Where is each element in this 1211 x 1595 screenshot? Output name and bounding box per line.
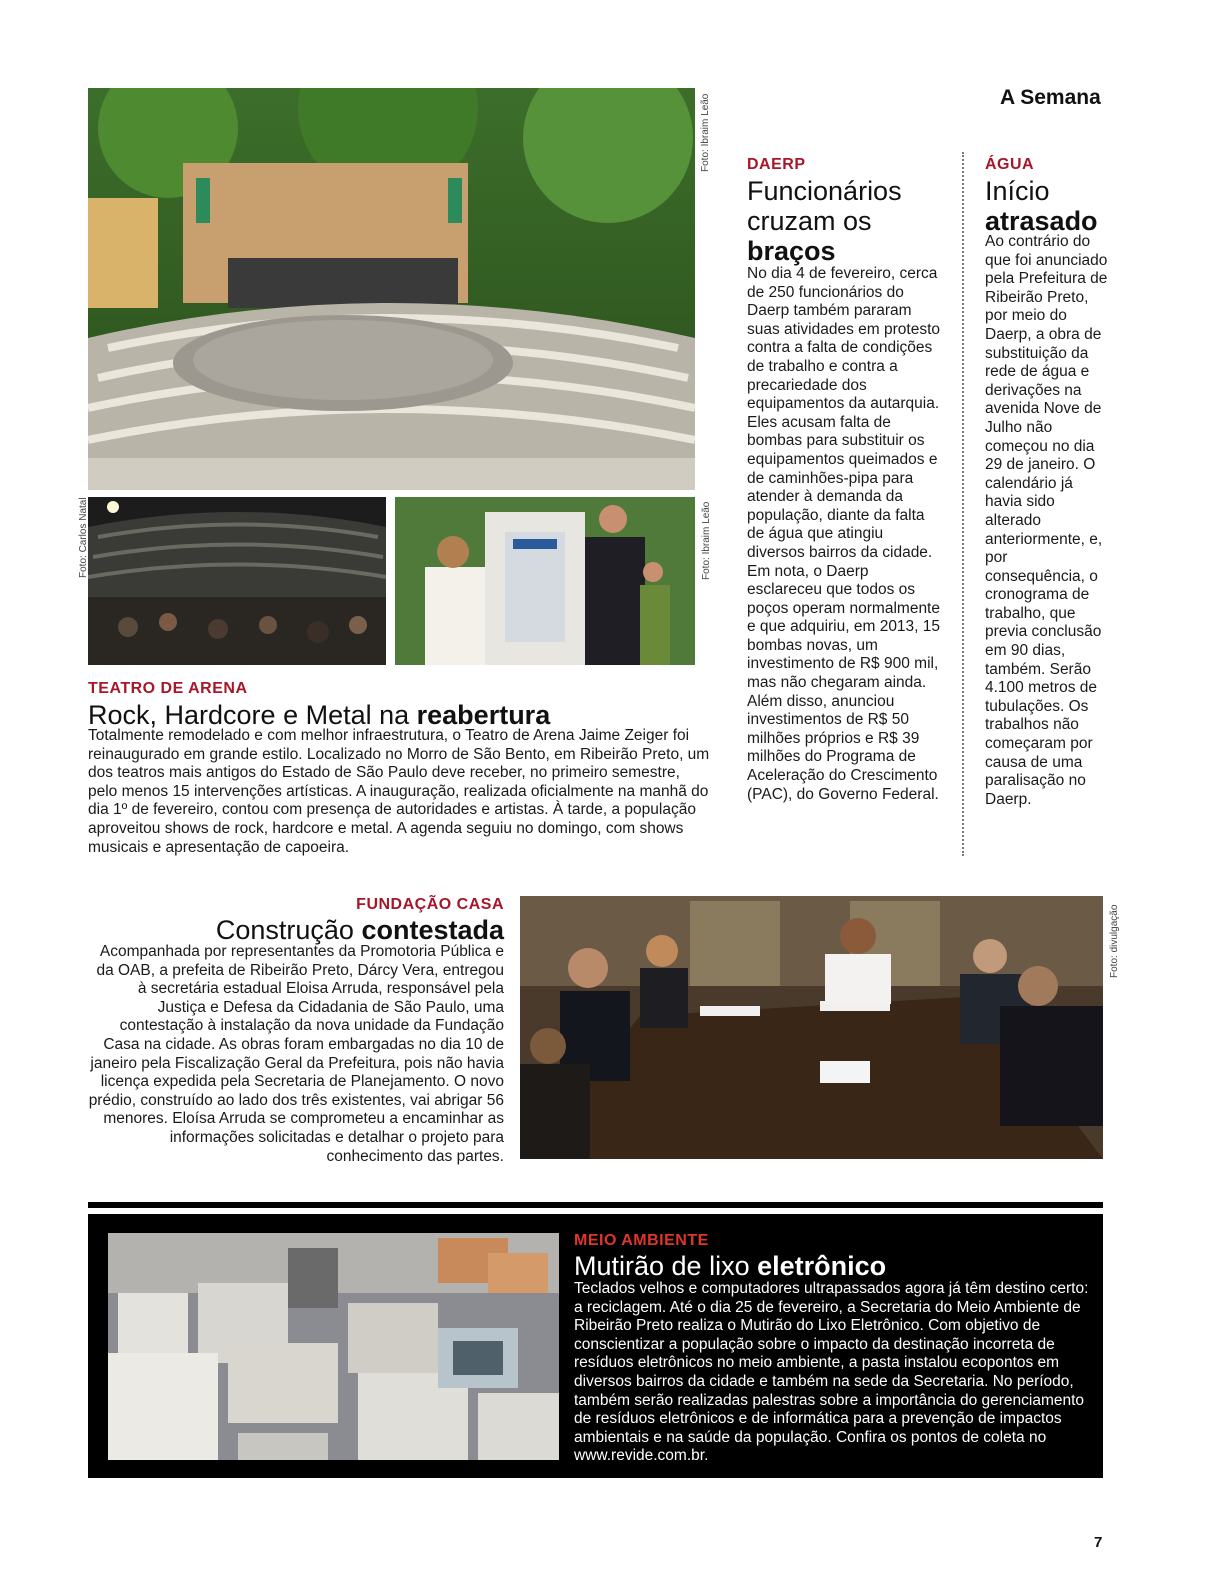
meeting-photo	[520, 896, 1103, 1159]
arena-plaque-photo	[395, 497, 695, 665]
arena-stage-photo	[88, 88, 695, 490]
photo-credit-plaque: Foto: Ibraim Leão	[701, 501, 712, 580]
teatro-headline-bold: reabertura	[416, 700, 551, 730]
teatro-headline	[88, 700, 708, 730]
meio-ambiente-headline	[574, 1251, 1094, 1281]
daerp-body: No dia 4 de fevereiro, cerca de 250 funcionários do Daerp também pararam suas atividades em protesto contra a falta de condições de trabalho e contra a precariedade dos equipamentos da autarquia. Eles acusam falta de bombas para substituir os equipamentos queimados e de caminhões-pipa para atender à demanda da população, diante da falta de água que atingiu diversos bairros da cidade. Em nota, o Daerp esclareceu que todos os poços operam normalmente e que adquiriu, em 2013, 15 bombas novas, um investimento de R$ 900 mil, mas não chegaram ainda. Além disso, anunciou investimentos de R$ 50 milhões próprios e R$ 39 milhões do Programa de Aceleração do Crescimento (PAC), do Governo Federal.	[747, 265, 941, 803]
agua-headline-bold: atrasado	[985, 206, 1098, 236]
teatro-kicker: TEATRO DE ARENA	[88, 680, 248, 697]
section-title: A Semana	[1000, 86, 1101, 109]
meio-ambiente-headline-regular: Mutirão de lixo	[574, 1251, 758, 1281]
agua-headline-line1: Início	[985, 176, 1050, 206]
fundacao-headline	[88, 915, 504, 945]
electronic-waste-photo	[108, 1233, 559, 1460]
daerp-kicker: DAERP	[747, 156, 806, 173]
daerp-headline-bold: braços	[747, 236, 836, 266]
fundacao-kicker: FUNDAÇÃO CASA	[356, 896, 504, 913]
daerp-headline	[747, 176, 947, 266]
fundacao-headline-regular: Construção	[215, 915, 362, 945]
daerp-headline-line1: Funcionários	[747, 176, 902, 206]
photo-credit-main: Foto: Ibraim Leão	[700, 93, 711, 172]
teatro-body: Totalmente remodelado e com melhor infraestrutura, o Teatro de Arena Jaime Zeiger foi reinaugurado em grande estilo. Localizado no Morro de São Bento, em Ribeirão Preto, um dos teatros mais antigos do Estado de São Paulo deve receber, no primeiro semestre, pelo menos 15 intervenções artísticas. A inauguração, realizada oficialmente na manhã do dia 1º de fevereiro, contou com presença de autoridades e artistas. À tarde, a população aproveitou shows de rock, hardcore e metal. A agenda seguiu no domingo, com shows musicais e apresentação de capoeira.	[88, 727, 710, 856]
black-rule	[88, 1202, 1103, 1208]
daerp-headline-line2: cruzam os	[747, 206, 872, 236]
photo-credit-crowd: Foto: Carlos Natal	[78, 497, 89, 578]
meio-ambiente-kicker: MEIO AMBIENTE	[574, 1232, 709, 1249]
meio-ambiente-body: Teclados velhos e computadores ultrapassados agora já têm destino certo: a reciclagem. Até o dia 25 de fevereiro, a Secretaria do Meio Ambiente de Ribeirão Preto realiza o Mutirão do Lixo Eletrônico. Com objetivo de conscientizar a população sobre o impacto da destinação incorreta de resíduos eletrônicos no meio ambiente, a pasta instalou ecopontos em diversos bairros da cidade e também na sede da Secretaria. No período, também serão realizadas palestras sobre a importância do gerenciamento de resíduos eletrônicos e de informática para a prevenção de impactos ambientais e na saúde da população. Confira os pontos de coleta no www.revide.com.br.	[574, 1280, 1089, 1465]
photo-credit-meeting: Foto: divulgação	[1109, 904, 1120, 978]
column-divider	[962, 152, 964, 856]
agua-kicker: ÁGUA	[985, 156, 1035, 173]
arena-crowd-photo	[88, 497, 386, 665]
fundacao-headline-bold: contestada	[361, 915, 504, 945]
meio-ambiente-headline-bold: eletrônico	[757, 1251, 887, 1281]
teatro-headline-regular: Rock, Hardcore e Metal na	[88, 700, 417, 730]
agua-body: Ao contrário do que foi anunciado pela Prefeitura de Ribeirão Preto, por meio do Daerp, a obra de substituição da rede de água e derivações na avenida Nove de Julho não começou no dia 29 de janeiro. O calendário já havia sido alterado anteriormente, e, por consequência, o cronograma de trabalho, que previa conclusão em 90 dias, também. Serão 4.100 metros de tubulações. Os trabalhos não começaram por causa de uma paralisação no Daerp.	[985, 233, 1108, 808]
fundacao-body: Acompanhada por representantes da Promotoria Pública e da OAB, a prefeita de Ribeirão Preto, Dárcy Vera, entregou à secretária estadual Eloisa Arruda, responsável pela Justiça e Defesa da Cidadania de São Paulo, uma contestação à instalação da nova unidade da Fundação Casa na cidade. As obras foram embargadas no dia 10 de janeiro pela Fiscalização Geral da Prefeitura, pois não havia licença expedida pela Secretaria de Planejamento. O novo prédio, construído ao lado dos três existentes, vai abrigar 56 menores. Eloísa Arruda se comprometeu a encaminhar as informações solicitadas e detalhar o projeto para conhecimento das partes.	[88, 943, 504, 1165]
agua-headline	[985, 176, 1115, 236]
page-number: 7	[1094, 1534, 1103, 1551]
